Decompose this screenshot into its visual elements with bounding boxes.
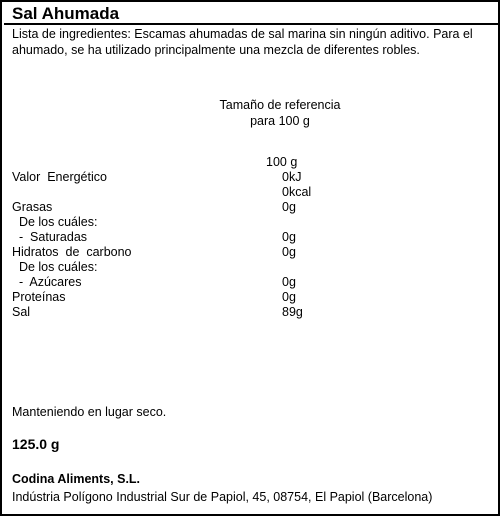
nutrition-row [2, 200, 500, 215]
nutrient-name: - Azúcares [12, 275, 82, 289]
nutrition-row [2, 215, 500, 230]
nutrient-name: Hidratos de carbono [12, 245, 132, 259]
nutrient-name: Grasas [12, 200, 53, 214]
nutrition-row [2, 275, 500, 290]
nutrient-value: 0g [282, 290, 296, 304]
nutrient-value: 0kcal [282, 185, 312, 199]
nutrient-name: Valor Energético [12, 170, 107, 184]
title-divider [4, 23, 500, 25]
nutrient-name: De los cuáles: [12, 260, 98, 274]
nutrient-value: 0g [282, 200, 296, 214]
nutrient-value: 0g [282, 275, 296, 289]
nutrient-value: 0g [282, 245, 296, 259]
nutrient-name: Proteínas [12, 290, 66, 304]
nutrient-name: De los cuáles: [12, 215, 98, 229]
nutrition-row [2, 185, 500, 200]
nutrition-row [2, 170, 500, 185]
company-name: Codina Aliments, S.L. [12, 472, 141, 486]
storage-instructions: Manteniendo en lugar seco. [12, 405, 167, 419]
nutrition-row [2, 230, 500, 245]
net-weight: 125.0 g [12, 436, 60, 452]
nutrient-value: 0kJ [282, 170, 302, 184]
nutrition-column-header: 100 g [266, 155, 298, 169]
nutrition-row [2, 305, 500, 320]
reference-size-heading [2, 97, 500, 129]
nutrient-name: Sal [12, 305, 31, 319]
reference-size-line-2: para 100 g [250, 114, 310, 128]
nutrition-row [2, 245, 500, 260]
nutrient-value: 0g [282, 230, 296, 244]
nutrition-row [2, 290, 500, 305]
nutrient-name: - Saturadas [12, 230, 88, 244]
nutrition-row [2, 260, 500, 275]
nutrient-value: 89g [282, 305, 303, 319]
company-address: Indústria Polígono Industrial Sur de Papiol, 45, 08754, El Papiol (Barcelona) [12, 490, 433, 504]
reference-size-line-1: Tamaño de referencia [219, 98, 341, 112]
ingredients-text: Lista de ingredientes: Escamas ahumadas de sal marina sin ningún aditivo. Para el ahumado, se ha utilizado principalmente una mezcla de diferentes robles. [12, 27, 473, 57]
product-title: Sal Ahumada [12, 4, 120, 23]
